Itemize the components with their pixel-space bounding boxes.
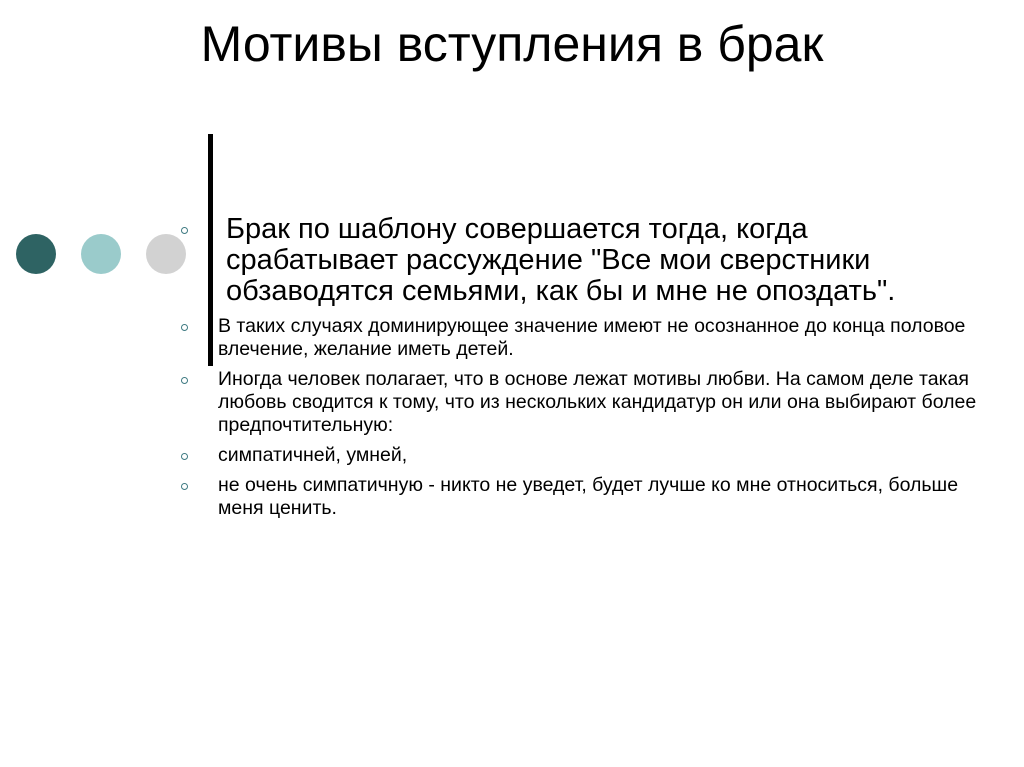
bullet-list (180, 214, 980, 527)
bullet-ring-icon (181, 453, 188, 460)
bullet-item (180, 214, 980, 307)
bullet-item (180, 368, 980, 437)
bullet-ring-icon (181, 483, 188, 490)
bullet-item (180, 474, 980, 520)
bullet-ring-icon (181, 324, 188, 331)
decor-circle-light-teal (81, 234, 121, 274)
slide-title: Мотивы вступления в брак (200, 16, 824, 72)
decor-circle-dark-teal (16, 234, 56, 274)
bullet-item (180, 315, 980, 361)
bullet-text: Иногда человек полагает, что в основе лежат мотивы любви. На самом деле такая любовь сводится к тому, что из нескольких кандидатур он или она выбирают более предпочтительную: (218, 368, 977, 436)
bullet-text: В таких случаях доминирующее значение имеют не осознанное до конца половое влечение, желание иметь детей. (218, 315, 966, 360)
bullet-text: не очень симпатичную - никто не уведет, будет лучше ко мне относиться, больше меня ценить. (218, 474, 959, 519)
bullet-ring-icon (181, 377, 188, 384)
bullet-item (180, 444, 980, 467)
bullet-text: симпатичней, умней, (218, 444, 408, 466)
bullet-text: Брак по шаблону совершается тогда, когда срабатывает рассуждение "Все мои сверстники обзаводятся семьями, как бы и мне не опоздать". (226, 213, 896, 307)
bullet-ring-icon (181, 227, 188, 234)
